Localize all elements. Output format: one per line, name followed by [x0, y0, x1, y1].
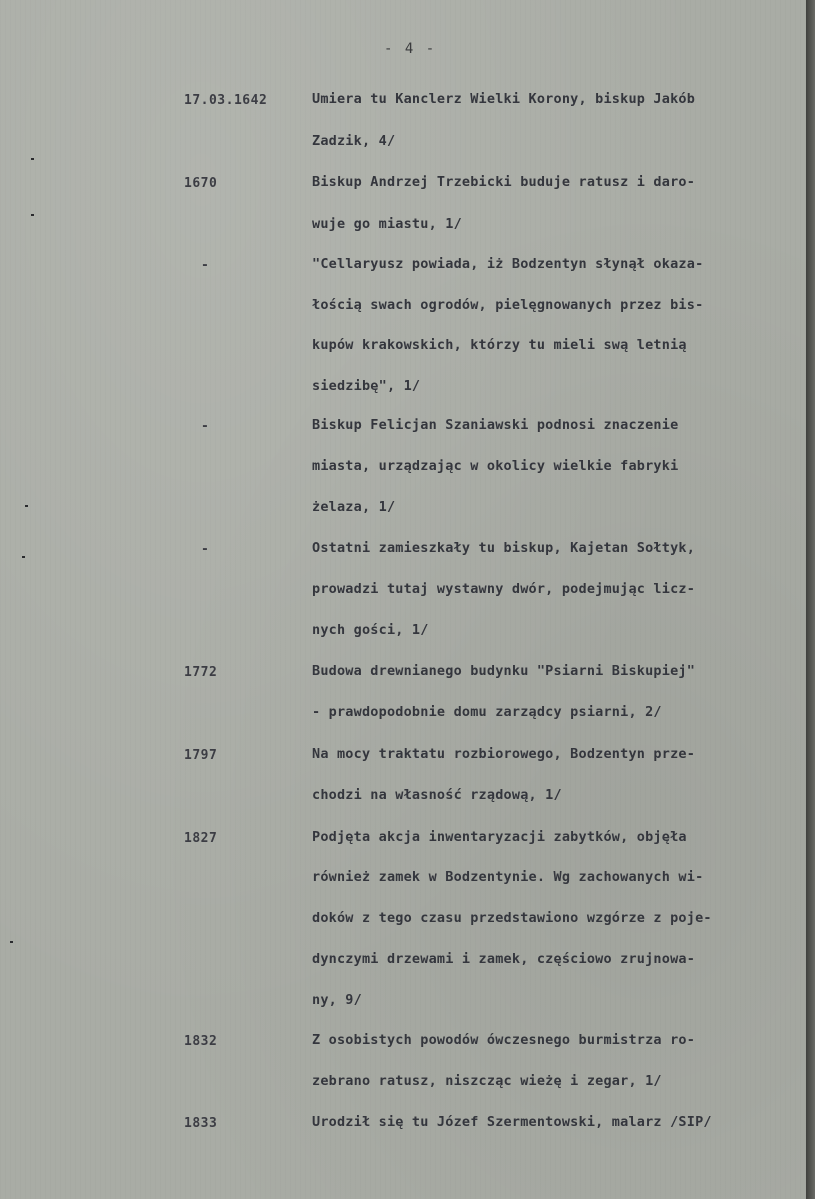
entry-text-line: Ostatni zamieszkały tu biskup, Kajetan Sołtyk, [312, 540, 696, 556]
entry-date: 1772 [184, 665, 218, 680]
margin-mark [22, 556, 25, 558]
entry-text-line: prowadzi tutaj wystawny dwór, podejmując licz- [312, 581, 696, 597]
margin-mark [25, 505, 28, 507]
entry-date: 1833 [184, 1116, 218, 1131]
entry-text-line: Umiera tu Kanclerz Wielki Korony, biskup Jakób [312, 91, 696, 107]
entry-text-line: Budowa drewnianego budynku "Psiarni Biskupiej" [312, 663, 696, 679]
entry-text-line: Biskup Felicjan Szaniawski podnosi znaczenie [312, 417, 679, 433]
scanner-edge [806, 0, 815, 1199]
entry-date: 17.03.1642 [184, 93, 268, 108]
entry-text-line: Z osobistych powodów ówczesnego burmistrza ro- [312, 1032, 696, 1048]
entry-text-line: doków z tego czasu przedstawiono wzgórze z poje- [312, 910, 712, 926]
entry-text-line: nych gości, 1/ [312, 622, 429, 638]
entry-date: - [201, 419, 210, 434]
entry-text-line: siedzibę", 1/ [312, 378, 421, 394]
entry-text-line: ny, 9/ [312, 992, 362, 1008]
margin-mark [31, 214, 34, 216]
entry-date: 1832 [184, 1034, 218, 1049]
entry-date: - [201, 542, 210, 557]
entry-text-line: Na mocy traktatu rozbiorowego, Bodzentyn prze- [312, 746, 696, 762]
entry-text-line: "Cellaryusz powiada, iż Bodzentyn słynął okaza- [312, 256, 704, 272]
entry-text-line: Urodził się tu Józef Szermentowski, malarz /SIP/ [312, 1114, 712, 1130]
entry-date: 1797 [184, 748, 218, 763]
entry-text-line: miasta, urządzając w okolicy wielkie fabryki [312, 458, 679, 474]
entry-text-line: kupów krakowskich, którzy tu mieli swą letnią [312, 337, 687, 353]
entry-text-line: żelaza, 1/ [312, 499, 396, 515]
entry-text-line: łością swach ogrodów, pielęgnowanych przez bis- [312, 297, 704, 313]
page-number: - 4 - [384, 41, 437, 57]
entry-date: - [201, 258, 210, 273]
entry-date: 1827 [184, 831, 218, 846]
margin-mark [31, 158, 34, 160]
entry-text-line: dynczymi drzewami i zamek, częściowo zrujnowa- [312, 951, 696, 967]
entry-text-line: Zadzik, 4/ [312, 133, 396, 149]
margin-mark [10, 941, 13, 943]
entry-text-line: chodzi na własność rządową, 1/ [312, 787, 562, 803]
entry-text-line: Biskup Andrzej Trzebicki buduje ratusz i daro- [312, 174, 696, 190]
entry-date: 1670 [184, 176, 218, 191]
entry-text-line: również zamek w Bodzentynie. Wg zachowanych wi- [312, 869, 704, 885]
entry-text-line: - prawdopodobnie domu zarządcy psiarni, 2/ [312, 704, 662, 720]
entry-text-line: zebrano ratusz, niszcząc wieżę i zegar, 1/ [312, 1073, 662, 1089]
entry-text-line: wuje go miastu, 1/ [312, 216, 462, 232]
entry-text-line: Podjęta akcja inwentaryzacji zabytków, objęła [312, 829, 687, 845]
